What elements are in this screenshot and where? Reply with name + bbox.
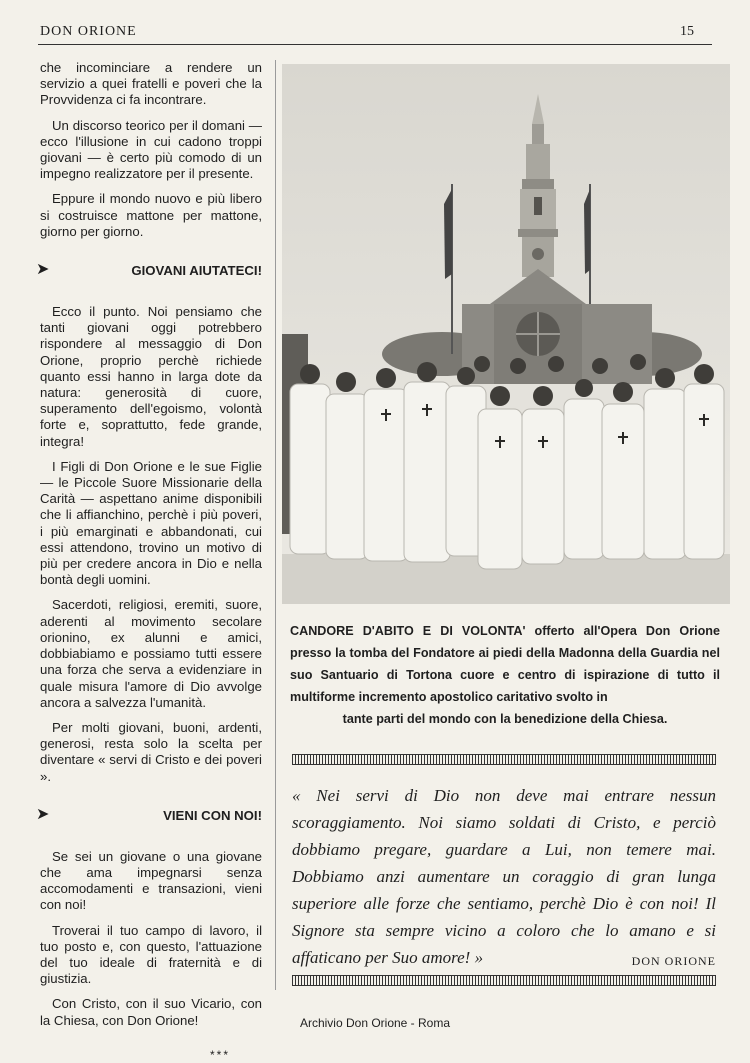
left-column [36,60,262,1063]
body-paragraph: Con Cristo, con il suo Vicario, con la Chiesa, con Don Orione! [40,996,262,1028]
intro-paragraph: che incominciare a rendere un servizio a quei fratelli e poveri che la Provvidenza ci fa incontrare. [40,60,262,108]
section-heading-label: VIENI CON NOI! [163,807,262,823]
arrow-icon: ➤ [36,805,50,823]
section-heading-giovani [36,261,262,282]
caption-body: offerto all'Opera Don Orione presso la tomba del Fondatore ai piedi della Madonna della Guardia nel suo Santuario di Tortona cuore e centro di ispirazione di tutto il multiforme incremento apostolico caritativo svolto in [290,624,720,704]
quote-block [292,782,716,971]
intro-paragraph: Eppure il mondo nuovo e più libero si costruisce mattone per mattone, giorno per giorno. [40,191,262,239]
group-photo [282,64,730,604]
body-paragraph: Per molti giovani, buoni, ardenti, generosi, resta solo la scelta per diventare « servi di Cristo e dei poveri ». [40,719,262,784]
caption-lead: CANDORE D'ABITO E DI VOLONTA' [290,624,526,638]
intro-paragraph: Un discorso teorico per il domani — ecco l'illusione in cui cadono troppi giovani — è certo più comodo di un impegno realizzatore per il presente. [40,117,262,182]
body-paragraph: I Figli di Don Orione e le sue Figlie — le Piccole Suore Missionarie della Carità — aspettano anime disponibili che li affianchino, perchè i più poveri, i più emarginati e abbandonati, cui essi attendono, trovino un motivo di più per credere ancora in Dio e nella bontà degli uomini. [40,458,262,588]
page-number: 15 [680,24,694,39]
body-paragraph: Ecco il punto. Noi pensiamo che tanti giovani oggi potrebbero rispondere al messaggio di Don Orione, proprio perchè richiede quanto essi hanno in larga dote da natura: generosità di cuore, superamento dell'egoismo, volontà forte e, soprattutto, fede grande, integra! [40,304,262,449]
end-mark: *** [209,1047,230,1062]
section-heading-vieni [36,805,262,827]
decorative-border-bottom [292,975,716,986]
body-paragraph: Troverai il tuo campo di lavoro, il tuo posto e, con questo, l'attuazione del tuo ideale di fraternità e di giustizia. [40,922,262,987]
body-paragraph: Se sei un giovane o una giovane che ama impegnarsi senza accomodamenti e transazioni, vieni con noi! [40,848,262,913]
quote-text: « Nei servi di Dio non deve mai entrare nessun scoraggiamento. Noi siamo soldati di Cristo, e perciò dobbiamo pregare, guardare a Lui, non temere mai. Dobbiamo anzi aumentare un coraggio di gran lunga superiore alle forze che sentiamo, perchè Dio è con noi! Il Signore sta sempre vicino a coloro che lo amano e si affaticano per Suo amore! » [292,786,716,967]
section-heading-label: GIOVANI AIUTATECI! [131,263,262,279]
caption-last-line: tante parti del mondo con la benedizione della Chiesa. [342,712,668,726]
arrow-icon: ➤ [36,261,50,279]
body-paragraph: Sacerdoti, religiosi, eremiti, suore, aderenti al movimento secolare orionino, ex alunni e amici, dobbiabiamo e possiamo tutti essere una forza che serva a evidenziare in quale misura l'amore di Dio avvolge ancora a salvezza l'umanità. [40,597,262,710]
archive-footer: Archivio Don Orione - Roma [299,1016,451,1030]
page-header [38,24,712,45]
photo-illustration [282,64,730,604]
quote-signature: DON ORIONE [631,954,716,968]
magazine-title: DON ORIONE [40,24,137,39]
column-divider [275,60,276,990]
photo-caption [290,620,720,730]
decorative-border-top [292,754,716,765]
